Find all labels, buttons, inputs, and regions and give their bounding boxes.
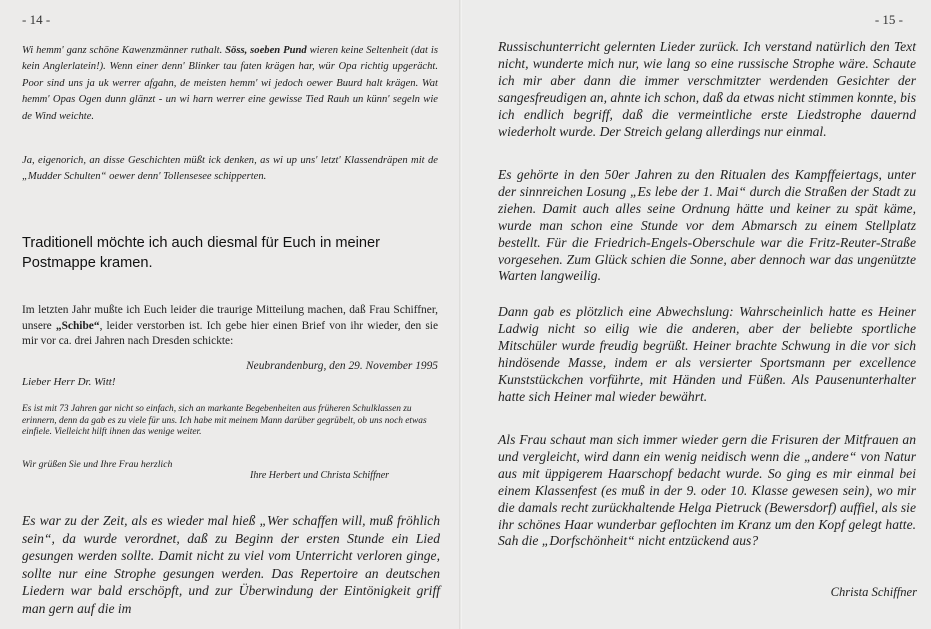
may-day-paragraph: Es gehörte in den 50er Jahren zu den Ritualen des Kampffeiertags, unter der sinnreichen Losung „Es lebe der 1. Mai“ durch die Straßen der Stadt zu ziehen. Damit auch alles seine Ordnung hätte und keiner zu spät käme, wurde man schon eine Stunde vor dem Abmarsch zu einem Stellplatz bestellt. Für die Friedrich-Engels-Oberschule war die Fritz-Reuter-Straße vorgesehen. Zum Glück schien die Sonne, aber dennoch war das ungenützte Warten langweilig. (498, 167, 916, 284)
letter-body: Es ist mit 73 Jahren gar nicht so einfach, sich an markante Begebenheiten aus früheren Schulklassen zu erinnern, denn da gab es zu viele für uns. Ich habe mit meinem Mann darüber gegrübelt, ob uns noch etwas einfiele. Vielleicht hilft ihnen das wenige weiter. (22, 404, 427, 438)
letter-signature: Ihre Herbert und Christa Schiffner (250, 470, 390, 481)
story-continuation-paragraph: Russischunterricht gelernten Lieder zurück. Ich verstand natürlich den Text nicht, wunderte mich nur, wie lang so eine russische Strophe wäre. Schaute ich mir aber dann die immer verschmitzter werdenden Gesichter der sangesfreudigen an, ahnte ich schon, daß da etwas nicht stimmen konnte, bis ich endlich begriff, daß die vermeintliche erste Liedstrophe dauernd wiederholt wurde. Der Streich gelang allerdings nur einmal. (498, 39, 916, 139)
dialect-paragraph (22, 43, 438, 125)
left-page (0, 0, 462, 629)
author-signature: Christa Schiffner (830, 585, 917, 599)
letter-greeting: Wir grüßen Sie und Ihre Frau herzlich (22, 459, 173, 470)
intro-end: , leider verstorben ist. Ich gebe hier einen Brief von ihr wieder, den sie mir vor ca. drei Jahren nach Dresden schickte: (22, 319, 439, 348)
page-number-right: - 15 - (874, 12, 903, 27)
story-paragraph: Es war zu der Zeit, als es wieder mal hieß „Wer schaffen will, muß fröhlich sein“, da wurde verordnet, daß zu Beginn der ersten Stunde ein Lied gesungen werden sollte. Damit nicht zu viel vom Unterricht verloren ginge, sollte nur eine Strophe gesungen werden. Das Repertoire an deutschen Liedern war bald erschöpft, und zur Überwindung der Eintönigkeit griff man gern auf die im (22, 513, 440, 616)
dialect-paragraph-start: Wi hemm' ganz schöne Kawenzmänner ruthalt. (22, 45, 226, 56)
intro-bold-name: „Schibe“ (55, 319, 100, 332)
section-heading: Traditionell möchte ich auch diesmal für Euch in meiner Postmappe kramen. (22, 235, 380, 271)
page-number-left: - 14 - (22, 12, 51, 27)
intro-start: Im letzten Jahr mußte ich Euch leider die traurige Mitteilung machen, daß Frau Schiffner, unsere (22, 304, 438, 332)
dialect-paragraph-bold: Söss, soeben Pund (225, 45, 307, 56)
dialect-paragraph-end: wieren keine Seltenheit (dat is kein Anglerlatein!). Wenn einer denn' Blinker tau faten krägen har, wür Opa richtig upgerächt. Poor sind uns ja uk werrer afgahn, de meisten hemm' wi jedoch oewer Buurd halt krägen. Wat hemm' Opas Ogen dunn glänzt - un wi harn werrer eine gewisse Tied Rauh un künn' segeln wie de Wind weichte. (22, 45, 438, 122)
intro-paragraph (22, 303, 438, 350)
letter-salutation: Lieber Herr Dr. Witt! (22, 376, 116, 388)
dialect-paragraph-2: Ja, eigenorich, an disse Geschichten müßt ick denken, as wi up uns' letzt' Klassendräpen mit de „Mudder Schulten“ oewer denn' Tollensesee schipperten. (22, 155, 438, 183)
letter-place-date: Neubrandenburg, den 29. November 1995 (246, 360, 438, 372)
right-page (462, 0, 931, 629)
hairstyle-paragraph: Als Frau schaut man sich immer wieder gern die Frisuren der Mitfrauen an und vergleicht, wird dann ein wenig neidisch wenn die „andere“ von Natur aus mit üppigerem Haarschopf bedacht wurde. So ging es mir einmal bei einem Klassenfest (es muß in der 9. oder 10. Klasse gewesen sein), wo mir die damals recht zurückhaltende Helga Pietruck (Bewersdorf) auffiel, als sie ihr schönes Haar wunderbar geflochten im Kranz um den Kopf gelegt hatte. Sah die „Dorfschönheit“ nicht entzückend aus? (498, 432, 916, 549)
heiner-paragraph: Dann gab es plötzlich eine Abwechslung: Wahrscheinlich hatte es Heiner Ladwig nicht so eilig wie die anderen, aber der beliebte sportliche Mitschüler wurde freudig begrüßt. Heiner brachte Schwung in die vor sich hindösende Masse, indem er als versierter Sportsmann per excellence Kunststückchen vorführte, mit Händen und Füßen. Als Pausenunterhalter hatte sich Heiner mal wieder bewährt. (498, 304, 916, 404)
